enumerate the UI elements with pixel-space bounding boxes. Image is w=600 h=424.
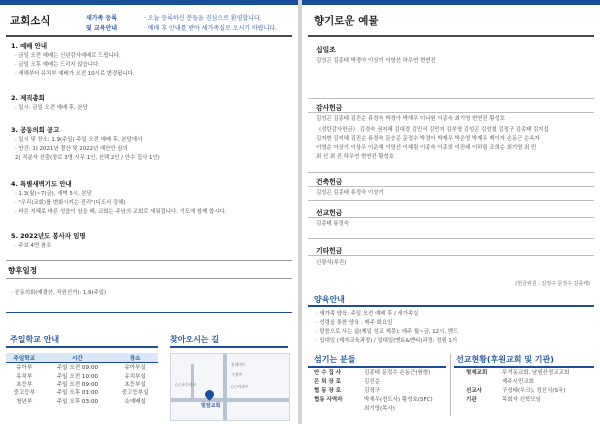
- table-cell: 중고등부: [13, 390, 36, 397]
- offering-names: 김성곤 김종태 김진순 류정숙 박경아 박재우 이나원 이종숙 최기영 현연진 황성호: [316, 116, 505, 122]
- newcomer-label-1: 새가족 등록: [86, 15, 118, 22]
- sunday-school-title: 주일학교 안내: [10, 335, 60, 344]
- map-label: ○○아파트: [231, 384, 249, 389]
- table-header-row: [6, 353, 158, 363]
- newcomer-text-1: · 오늘 등록하신 분들을 진심으로 환영합니다.: [144, 15, 262, 22]
- table-cell: 초등부: [16, 381, 33, 388]
- left-top-bar: [0, 0, 298, 5]
- offering-committee: (헌금위원 : 김정구 문정수 김종태): [515, 281, 590, 287]
- item-line: · 새해부터 유치부 예배가 오전 10시로 변경됩니다.: [15, 71, 135, 77]
- offering-names: 김종태 류정숙: [316, 221, 349, 227]
- table-cell: 유아부실: [124, 365, 146, 372]
- nurture-line: · 일대일 (제자교육과정) / 일대일(멘토&멘티)과정: 정원 1기: [316, 338, 458, 344]
- table-cell: 주일 오전 09:00: [56, 381, 99, 388]
- right-top-bar: [302, 0, 600, 5]
- offering-heading: 선교헌금: [316, 209, 343, 217]
- map-road-horizontal: [171, 398, 289, 402]
- offering-names: 김성곤 김종태 박경아 이상기 이영선 하우연 현연진: [316, 58, 436, 64]
- left-page: [0, 0, 298, 424]
- table-cell: 유아부: [16, 365, 33, 372]
- servant-names: 박재우(전도사) 황성호(SFC): [364, 397, 433, 403]
- item-line: · 금일 오후 예배는 드리지 않습니다.: [15, 62, 100, 68]
- servant-names: 김종태 문정수 손동근(원형): [364, 370, 431, 376]
- table-header: 주일학교: [6, 353, 43, 363]
- item-line: 2) 직분자 선출(장로 3명·시무 1인, 선택 2인 / 안수 집사 1인): [15, 155, 160, 161]
- offering-rule: [308, 238, 594, 239]
- map-label: ○○초등학교: [175, 382, 197, 387]
- nurture-line: · 새가족 양육: 주일 오전 예배 후 / 새가족실: [316, 311, 419, 317]
- sunday-school-table: [6, 353, 158, 405]
- offering-rule: [308, 186, 594, 187]
- table-cell: 주일 오전 09:00: [56, 365, 99, 372]
- bottom-divider: [6, 312, 292, 313]
- offering-names: 신광식(루진): [316, 260, 347, 266]
- right-page: [302, 0, 600, 424]
- church-news-title: 교회소식: [10, 15, 51, 27]
- offering-heading: 감사헌금: [316, 104, 343, 112]
- table-row: [6, 397, 158, 405]
- nurture-line: · 성령을 통한 양육 : 매주 화요일: [316, 320, 393, 326]
- servant-role: 협동 사역자: [314, 397, 343, 403]
- mission-category: 기관: [466, 397, 477, 403]
- map-label: 롯데마트: [231, 362, 246, 367]
- item-line: · 바른 지혜로 바른 성읍이 임을 때, 교회는 주님의 교회로 세워집니다. 기도에 함께 합시다.: [15, 209, 227, 215]
- bottom-separator: [450, 354, 451, 416]
- table-cell: 초등부실: [124, 381, 146, 388]
- mission-category: 형제교회: [466, 370, 488, 376]
- item-line: · 일시 및 장소: 1.9(주일) 주일 오전 예배 후, 본당에서: [15, 137, 143, 143]
- nurture-rule: [308, 305, 594, 307]
- servant-names: 최기영(목사): [364, 406, 395, 412]
- offering-names: 김지현 김지혜 김진순 류정숙 문승준 문정수 박경아 박재우 박은영 박재우 백이자 손동근 손옥자: [316, 136, 540, 142]
- schedule-divider: [6, 260, 292, 261]
- directions-map: [170, 353, 290, 421]
- offerings-title: 향기로운 예물: [314, 15, 379, 27]
- item-heading: 2. 제직총회: [11, 94, 45, 102]
- servants-title: 섬기는 분들: [314, 355, 356, 364]
- table-cell: 소예배실: [124, 398, 146, 405]
- table-header: 시간: [43, 353, 113, 363]
- nurture-title: 양육안내: [314, 295, 345, 304]
- table-cell: 유치부: [16, 373, 33, 380]
- table-row: [6, 388, 158, 396]
- offering-heading: 건축헌금: [316, 178, 343, 186]
- table-cell: 청년부: [16, 398, 33, 405]
- news-divider: [6, 35, 292, 37]
- offering-names: 《성탄감사헌금》 김경숙 권지혜 김대경 김민서 김민지 김부영 김성곤 김성철 김정구 김종태 김지섭: [316, 127, 549, 133]
- newcomer-label-2: 및 교육안내: [86, 25, 118, 32]
- offering-rule: [308, 200, 594, 201]
- directions-rule: [170, 346, 288, 348]
- offering-rule: [308, 255, 594, 256]
- offering-names: 이영순 이상기 이상우 이운재 이영선 이혜림 이종숙 이종희 이진태 이하림 조희순 최기영 최 민: [316, 145, 537, 151]
- mission-names: 무거동교회, 남원산정교교회: [502, 370, 570, 376]
- servant-names: 김진순: [364, 379, 380, 385]
- mission-names: 구성태(우크), 정선식(S국): [502, 388, 566, 394]
- upcoming-title: 향후일정: [8, 266, 37, 275]
- table-cell: 주일 오전 10:00: [56, 373, 99, 380]
- table-cell: 주일 오후 03:00: [56, 398, 99, 405]
- map-church-label: 밀알교회: [201, 403, 221, 409]
- table-cell: 주일 오후 01:00: [56, 390, 99, 397]
- nurture-line: · 말씀으로 사는 삶(제일 성교 제몽): 매주 월~금, 12시, 밴드: [316, 329, 459, 335]
- missions-title: 선교현황(후원교회 및 기관): [456, 355, 554, 364]
- item-heading: 1. 예배 안내: [11, 42, 48, 50]
- offering-heading: 십일조: [316, 46, 336, 54]
- item-line: · 일시: 금일 오전 예배 후, 본당: [15, 105, 88, 111]
- newcomer-text-2: · 예배 후 안내를 받아 새가족실로 오시기 바랍니다.: [144, 25, 278, 32]
- table-cell: 중고등부실: [121, 390, 149, 397]
- offering-heading: 기타헌금: [316, 247, 343, 255]
- table-row: [6, 371, 158, 379]
- offering-rule: [308, 217, 594, 218]
- offering-names: 김성곤 김종태 류정숙 이상기: [316, 190, 384, 196]
- map-road-vertical: [223, 354, 227, 420]
- servant-names: 김정구: [364, 388, 380, 394]
- item-heading: 4. 특별새벽기도 안내: [11, 180, 72, 188]
- map-road-side: [191, 364, 194, 398]
- map-label: 시청역: [231, 372, 243, 377]
- table-cell: 유치부실: [124, 373, 146, 380]
- servant-role: 은 퇴 장 로: [314, 379, 341, 385]
- item-line: · 안건: 1) 2021년 결산 및 2022년 예산안 심의: [15, 146, 128, 152]
- table-header: 장소: [112, 353, 158, 363]
- missions-rule: [454, 366, 594, 368]
- item-line: · 금일 오전 예배는 신년감사예배로 드립니다.: [15, 53, 121, 59]
- servants-rule: [308, 366, 446, 368]
- upcoming-line: · 공동의회(예결산, 직원선거): 1.9(주일): [11, 290, 107, 296]
- servant-role: 협 동 장 로: [314, 388, 341, 394]
- mission-names: 목회자 신학모임: [502, 397, 541, 403]
- item-line: · 주보 4면 참조: [15, 243, 52, 249]
- mission-names: 제주시민교회: [502, 379, 534, 385]
- directions-title: 찾아오시는 길: [170, 335, 220, 344]
- offering-rule: [308, 172, 594, 173]
- offerings-divider: [308, 35, 594, 37]
- offering-names: 최 선 최 진 하우연 현연진 황성호: [316, 154, 394, 160]
- offering-rule: [308, 112, 594, 113]
- sunday-school-rule: [6, 346, 158, 348]
- item-line: · 1.3(월)~7(금), 새벽 5시, 본당: [15, 191, 92, 197]
- offering-rule: [308, 98, 594, 99]
- item-line: · "우리(교회)를 변화시키는 진리"(디도서 강해): [15, 200, 126, 206]
- mission-category: 선교사: [466, 388, 482, 394]
- item-heading: 3. 공동의회 공고: [11, 126, 60, 134]
- item-heading: 5. 2022년도 봉사자 임명: [11, 232, 86, 240]
- table-row: [6, 380, 158, 388]
- servant-role: 안 수 집 사: [314, 370, 341, 376]
- table-row: [6, 363, 158, 372]
- upcoming-rule: [6, 278, 292, 279]
